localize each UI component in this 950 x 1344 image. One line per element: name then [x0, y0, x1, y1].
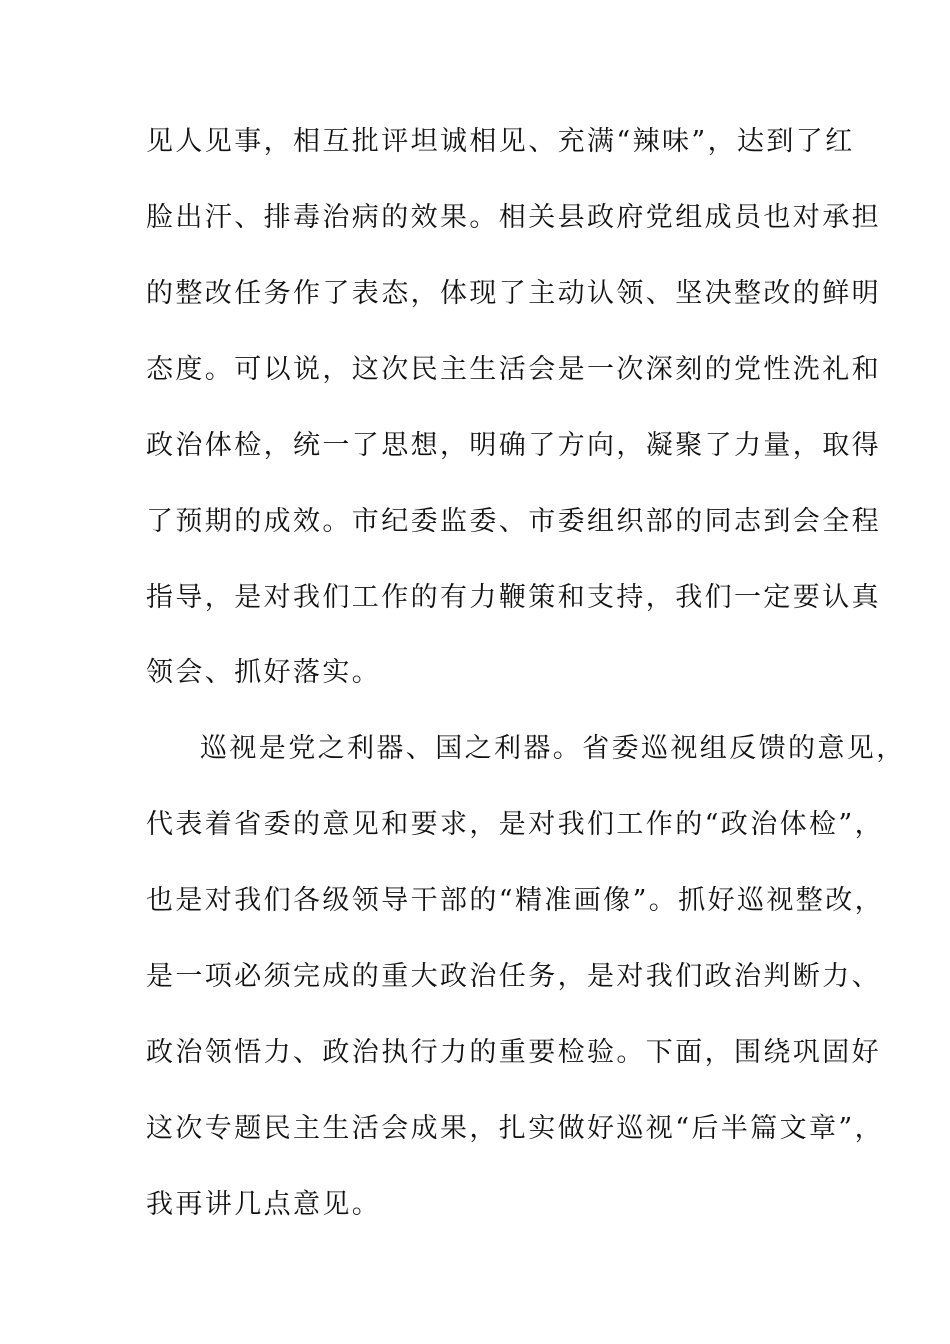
text-line: 态度。可以说，这次民主生活会是一次深刻的党性洗礼和 — [146, 354, 881, 385]
paragraph-first-line: 巡视是党之利器、国之利器。省委巡视组反馈的意见， — [200, 733, 906, 764]
text-line: 指导，是对我们工作的有力鞭策和支持，我们一定要认真 — [146, 582, 881, 613]
text-line: 领会、抓好落实。 — [146, 657, 382, 688]
text-line: 了预期的成效。市纪委监委、市委组织部的同志到会全程 — [146, 506, 881, 537]
text-line: 也是对我们各级领导干部的“精准画像”。抓好巡视整改， — [146, 885, 885, 916]
text-line: 政治领悟力、政治执行力的重要检验。下面，围绕巩固好 — [146, 1037, 881, 1068]
text-line: 见人见事，相互批评坦诚相见、充满“辣味”，达到了红 — [146, 126, 855, 157]
text-line: 政治体检，统一了思想，明确了方向，凝聚了力量，取得 — [146, 430, 881, 461]
text-line: 我再讲几点意见。 — [146, 1189, 382, 1220]
text-line: 的整改任务作了表态，体现了主动认领、坚决整改的鲜明 — [146, 278, 881, 309]
text-line: 这次专题民主生活会成果，扎实做好巡视“后半篇文章”， — [146, 1113, 885, 1144]
text-line: 是一项必须完成的重大政治任务，是对我们政治判断力、 — [146, 961, 881, 992]
text-line: 代表着省委的意见和要求，是对我们工作的“政治体检”， — [146, 809, 885, 840]
text-line: 脸出汗、排毒治病的效果。相关县政府党组成员也对承担 — [146, 202, 881, 233]
